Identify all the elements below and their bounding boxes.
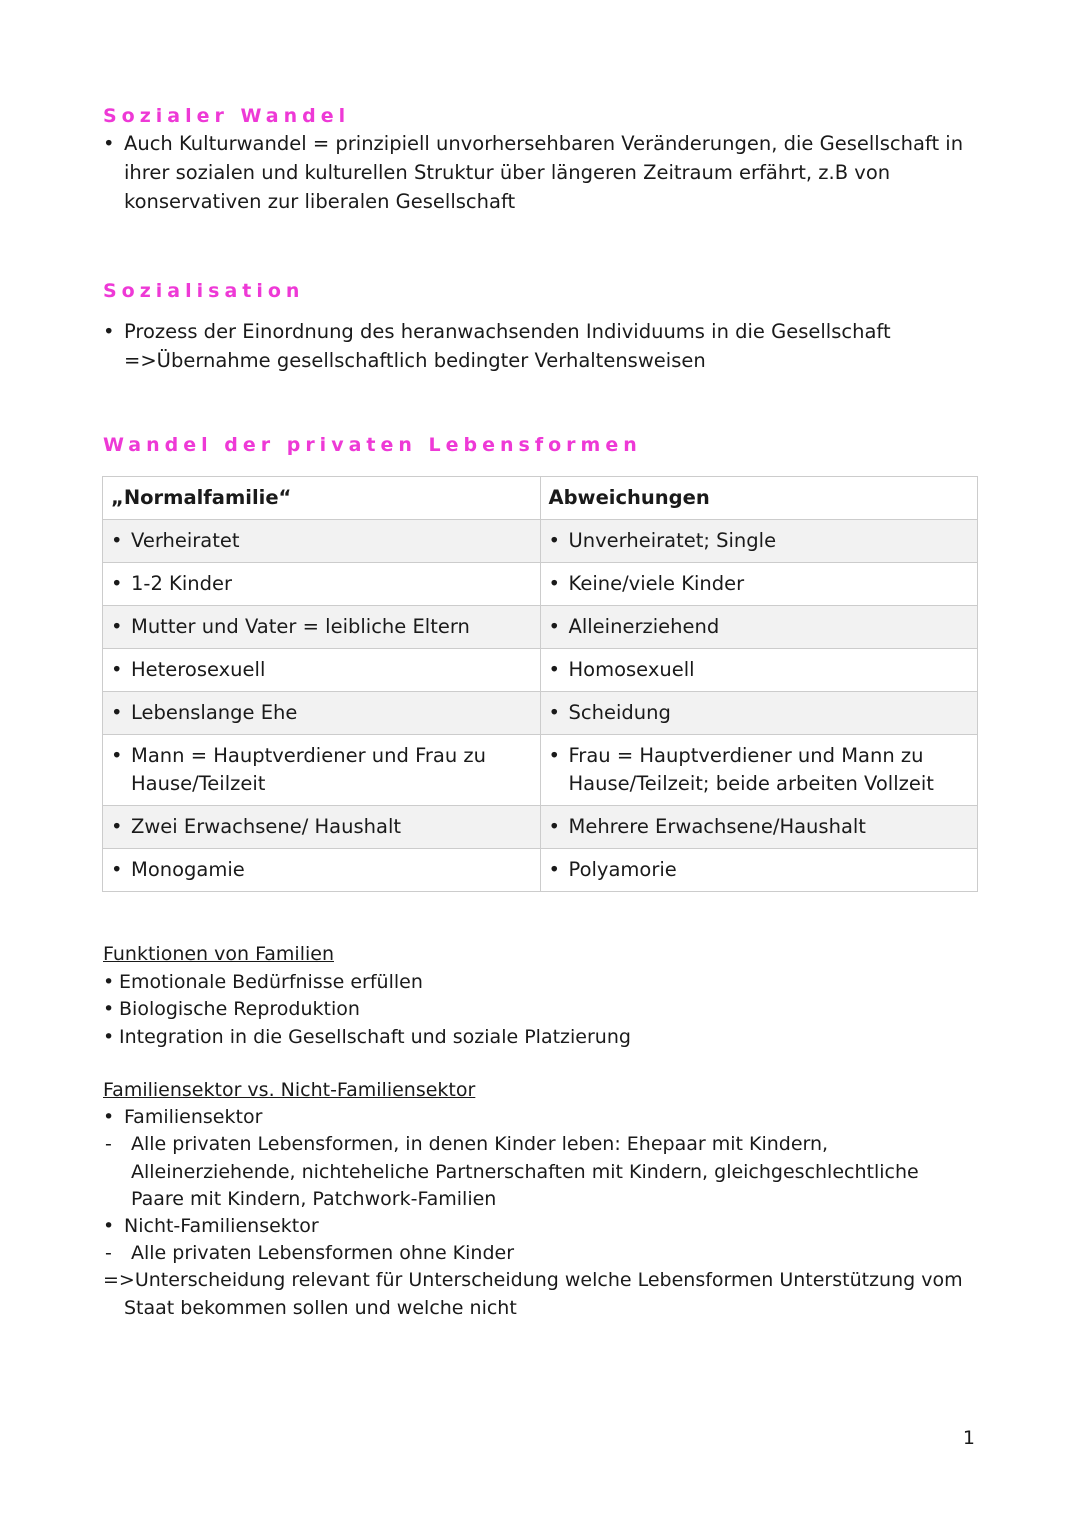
list-item-familiensektor: • Familiensektor xyxy=(103,1104,973,1131)
page-number: 1 xyxy=(962,1427,975,1449)
sektoren-conclusion-line-1: =>Unterscheidung relevant für Unterscheidung welche Lebensformen Unterstützung vom xyxy=(103,1269,963,1292)
cell-text: • 1-2 Kinder xyxy=(111,570,532,598)
table-row xyxy=(103,563,978,606)
cell-text: • Monogamie xyxy=(111,856,532,884)
table-cell xyxy=(103,692,541,735)
table-header-abweichungen: Abweichungen xyxy=(540,477,978,520)
sektoren-section xyxy=(103,1077,973,1322)
table-cell xyxy=(103,563,541,606)
list-item: • Integration in die Gesellschaft und soziale Platzierung xyxy=(103,1024,983,1052)
table-cell xyxy=(103,735,541,806)
nicht-familiensektor-detail: - Alle privaten Lebensformen ohne Kinder xyxy=(103,1240,973,1267)
table-row xyxy=(103,606,978,649)
cell-text: • Mutter und Vater = leibliche Eltern xyxy=(111,613,532,641)
table-cell xyxy=(103,520,541,563)
heading-funktionen: Funktionen von Familien xyxy=(103,943,334,965)
table-cell xyxy=(540,520,978,563)
table-cell xyxy=(540,849,978,892)
cell-text: • Frau = Hauptverdiener und Mann zu Hause/Teilzeit; beide arbeiten Vollzeit xyxy=(549,742,970,798)
table-row xyxy=(103,849,978,892)
table-header-row xyxy=(103,477,978,520)
cell-text: • Unverheiratet; Single xyxy=(549,527,970,555)
cell-text: • Zwei Erwachsene/ Haushalt xyxy=(111,813,532,841)
heading-sektoren: Familiensektor vs. Nicht-Familiensektor xyxy=(103,1079,476,1101)
table-row xyxy=(103,692,978,735)
table-cell xyxy=(540,806,978,849)
table-cell xyxy=(540,735,978,806)
heading-wandel-lebensformen: Wandel der privaten Lebensformen xyxy=(103,434,642,456)
table-cell xyxy=(540,606,978,649)
list-item: • Emotionale Bedürfnisse erfüllen xyxy=(103,969,983,997)
heading-sozialer-wandel: Sozialer Wandel xyxy=(103,105,351,127)
table-cell xyxy=(540,692,978,735)
cell-text: • Verheiratet xyxy=(111,527,532,555)
cell-text: • Lebenslange Ehe xyxy=(111,699,532,727)
table-cell xyxy=(540,649,978,692)
heading-sozialisation: Sozialisation xyxy=(103,280,305,302)
table-row xyxy=(103,735,978,806)
table-cell xyxy=(103,606,541,649)
table-cell xyxy=(103,806,541,849)
cell-text: • Alleinerziehend xyxy=(549,613,970,641)
sozialer-wandel-list xyxy=(103,129,983,216)
funktionen-section xyxy=(103,941,983,1051)
sozialisation-line-1: • Prozess der Einordnung des heranwachsenden Individuums in die Gesellschaft xyxy=(124,320,891,343)
table-cell xyxy=(103,849,541,892)
cell-text: • Homosexuell xyxy=(549,656,970,684)
list-item-nicht-familiensektor: • Nicht-Familiensektor xyxy=(103,1213,973,1240)
sozialisation-list xyxy=(103,317,983,375)
list-item: • Auch Kulturwandel = prinzipiell unvorhersehbaren Veränderungen, die Gesellschaft in ihrer sozialen und kulturellen Struktur über längeren Zeitraum erfährt, z.B von konservativen zur liberalen Gesellschaft xyxy=(103,129,983,216)
table-cell xyxy=(103,649,541,692)
table-cell xyxy=(540,563,978,606)
table-row xyxy=(103,649,978,692)
list-item xyxy=(103,317,983,375)
familiensektor-detail: - Alle privaten Lebensformen, in denen Kinder leben: Ehepaar mit Kindern, Alleinerziehende, nichteheliche Partnerschaften mit Kindern, gleichgeschlechtliche Paare mit Kindern, Patchwork-Familien xyxy=(103,1131,973,1213)
sektoren-conclusion-line-2: Staat bekommen sollen und welche nicht xyxy=(124,1296,517,1319)
table-header-normalfamilie: „Normalfamilie“ xyxy=(103,477,541,520)
cell-text: • Heterosexuell xyxy=(111,656,532,684)
sozialisation-line-2: =>Übernahme gesellschaftlich bedingter Verhaltensweisen xyxy=(124,349,706,372)
cell-text: • Mann = Hauptverdiener und Frau zu Hause/Teilzeit xyxy=(111,742,532,798)
cell-text: • Scheidung xyxy=(549,699,970,727)
table-row xyxy=(103,520,978,563)
cell-text: • Polyamorie xyxy=(549,856,970,884)
cell-text: • Keine/viele Kinder xyxy=(549,570,970,598)
table-row xyxy=(103,806,978,849)
cell-text: • Mehrere Erwachsene/Haushalt xyxy=(549,813,970,841)
list-item: • Biologische Reproduktion xyxy=(103,996,983,1024)
lebensformen-table xyxy=(102,476,978,892)
